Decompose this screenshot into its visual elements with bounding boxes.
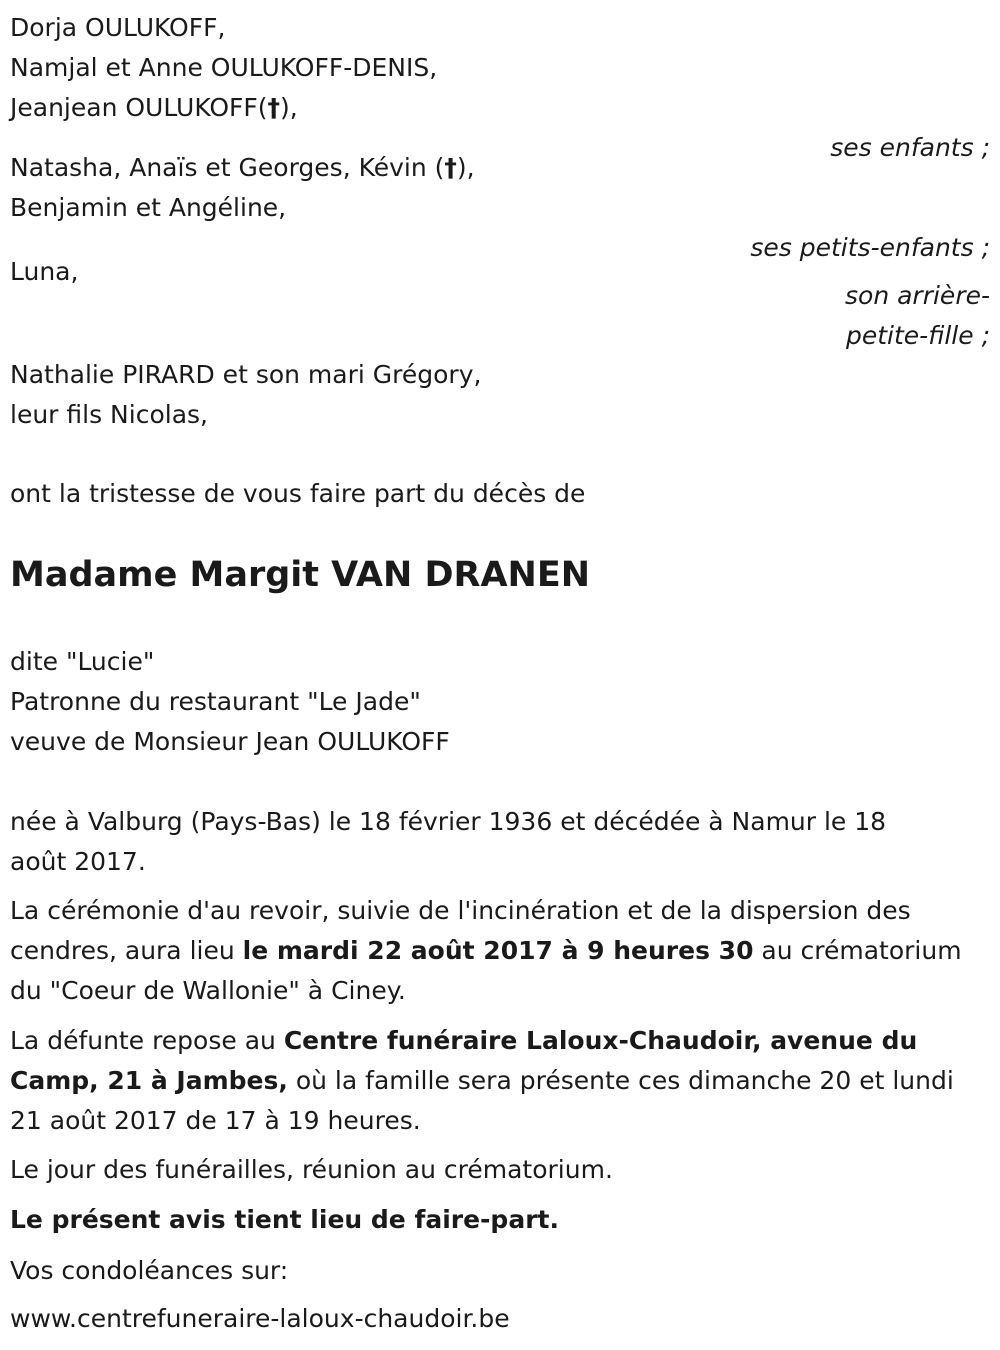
dates-line-1: née à Valburg (Pays-Bas) le 18 février 1936 et décédée à Namur le 18 — [10, 807, 887, 836]
repose-line-3: 21 août 2017 de 17 à 19 heures. — [10, 1106, 421, 1135]
great-grandchild-role — [10, 276, 990, 356]
cross-icon: † — [267, 93, 281, 122]
ceremony-paragraph — [10, 891, 990, 1011]
child-2: Namjal et Anne OULUKOFF-DENIS, — [10, 53, 438, 82]
repose-line-2-post: où la famille sera présente ces dimanche 20 et lundi — [287, 1066, 954, 1095]
repose-line-2 — [10, 1061, 990, 1101]
ceremony-line-2 — [10, 931, 990, 971]
deceased-alias: dite "Lucie" — [10, 647, 155, 676]
dates-line-2: août 2017. — [10, 847, 146, 876]
dates-paragraph — [10, 802, 990, 882]
ceremony-line-1: La cérémonie d'au revoir, suivie de l'incinération et de la dispersion des — [10, 896, 911, 925]
announcement: ont la tristesse de vous faire part du décès de — [10, 479, 586, 508]
meeting-paragraph: Le jour des funérailles, réunion au crématorium. — [10, 1155, 613, 1184]
others-1: Nathalie PIRARD et son mari Grégory, — [10, 360, 482, 389]
grandchildren-1-names: Natasha, Anaïs et Georges, Kévin ( — [10, 153, 445, 182]
child-3-end: ), — [280, 93, 298, 122]
grandchildren-role: ses petits-enfants ; — [750, 233, 990, 262]
children-section — [10, 8, 990, 168]
grandchildren-1 — [10, 148, 990, 188]
ceremony-line-3: du "Coeur de Wallonie" à Ciney. — [10, 976, 406, 1005]
grandchildren-section — [10, 148, 990, 268]
repose-line-1 — [10, 1021, 990, 1061]
deceased-occupation: Patronne du restaurant "Le Jade" — [10, 687, 421, 716]
repose-location-part-2: Camp, 21 à Jambes, — [10, 1066, 288, 1095]
deceased-name: Madame Margit VAN DRANEN — [10, 555, 591, 595]
ceremony-line-2-pre: cendres, aura lieu — [10, 936, 243, 965]
repose-paragraph — [10, 1021, 990, 1141]
grandchildren-2: Benjamin et Angéline, — [10, 193, 287, 222]
condolences-label: Vos condoléances sur: — [10, 1256, 289, 1285]
great-grandchild-role-line2: petite-fille ; — [846, 321, 990, 350]
child-3 — [10, 88, 990, 128]
cross-icon: † — [444, 153, 457, 182]
repose-line-1-pre: La défunte repose au — [10, 1026, 284, 1055]
child-3-name: Jeanjean OULUKOFF( — [10, 93, 268, 122]
ceremony-line-2-post: au crématorium — [753, 936, 962, 965]
ceremony-datetime: le mardi 22 août 2017 à 9 heures 30 — [242, 936, 754, 965]
children-role: ses enfants ; — [830, 133, 990, 162]
condolences-url[interactable]: www.centrefuneraire-laloux-chaudoir.be — [10, 1304, 510, 1333]
deceased-details — [10, 642, 990, 762]
repose-location-part-1: Centre funéraire Laloux-Chaudoir, avenue du — [283, 1026, 918, 1055]
grandchildren-1-end: ), — [456, 153, 475, 182]
notice-paragraph: Le présent avis tient lieu de faire-part. — [10, 1205, 559, 1234]
deceased-widow-of: veuve de Monsieur Jean OULUKOFF — [10, 727, 450, 756]
great-grandchild-role-line1: son arrière- — [845, 281, 990, 310]
child-1: Dorja OULUKOFF, — [10, 13, 226, 42]
others-section — [10, 355, 990, 435]
others-2: leur fils Nicolas, — [10, 400, 208, 429]
great-grandchild-1: Luna, — [10, 257, 79, 286]
